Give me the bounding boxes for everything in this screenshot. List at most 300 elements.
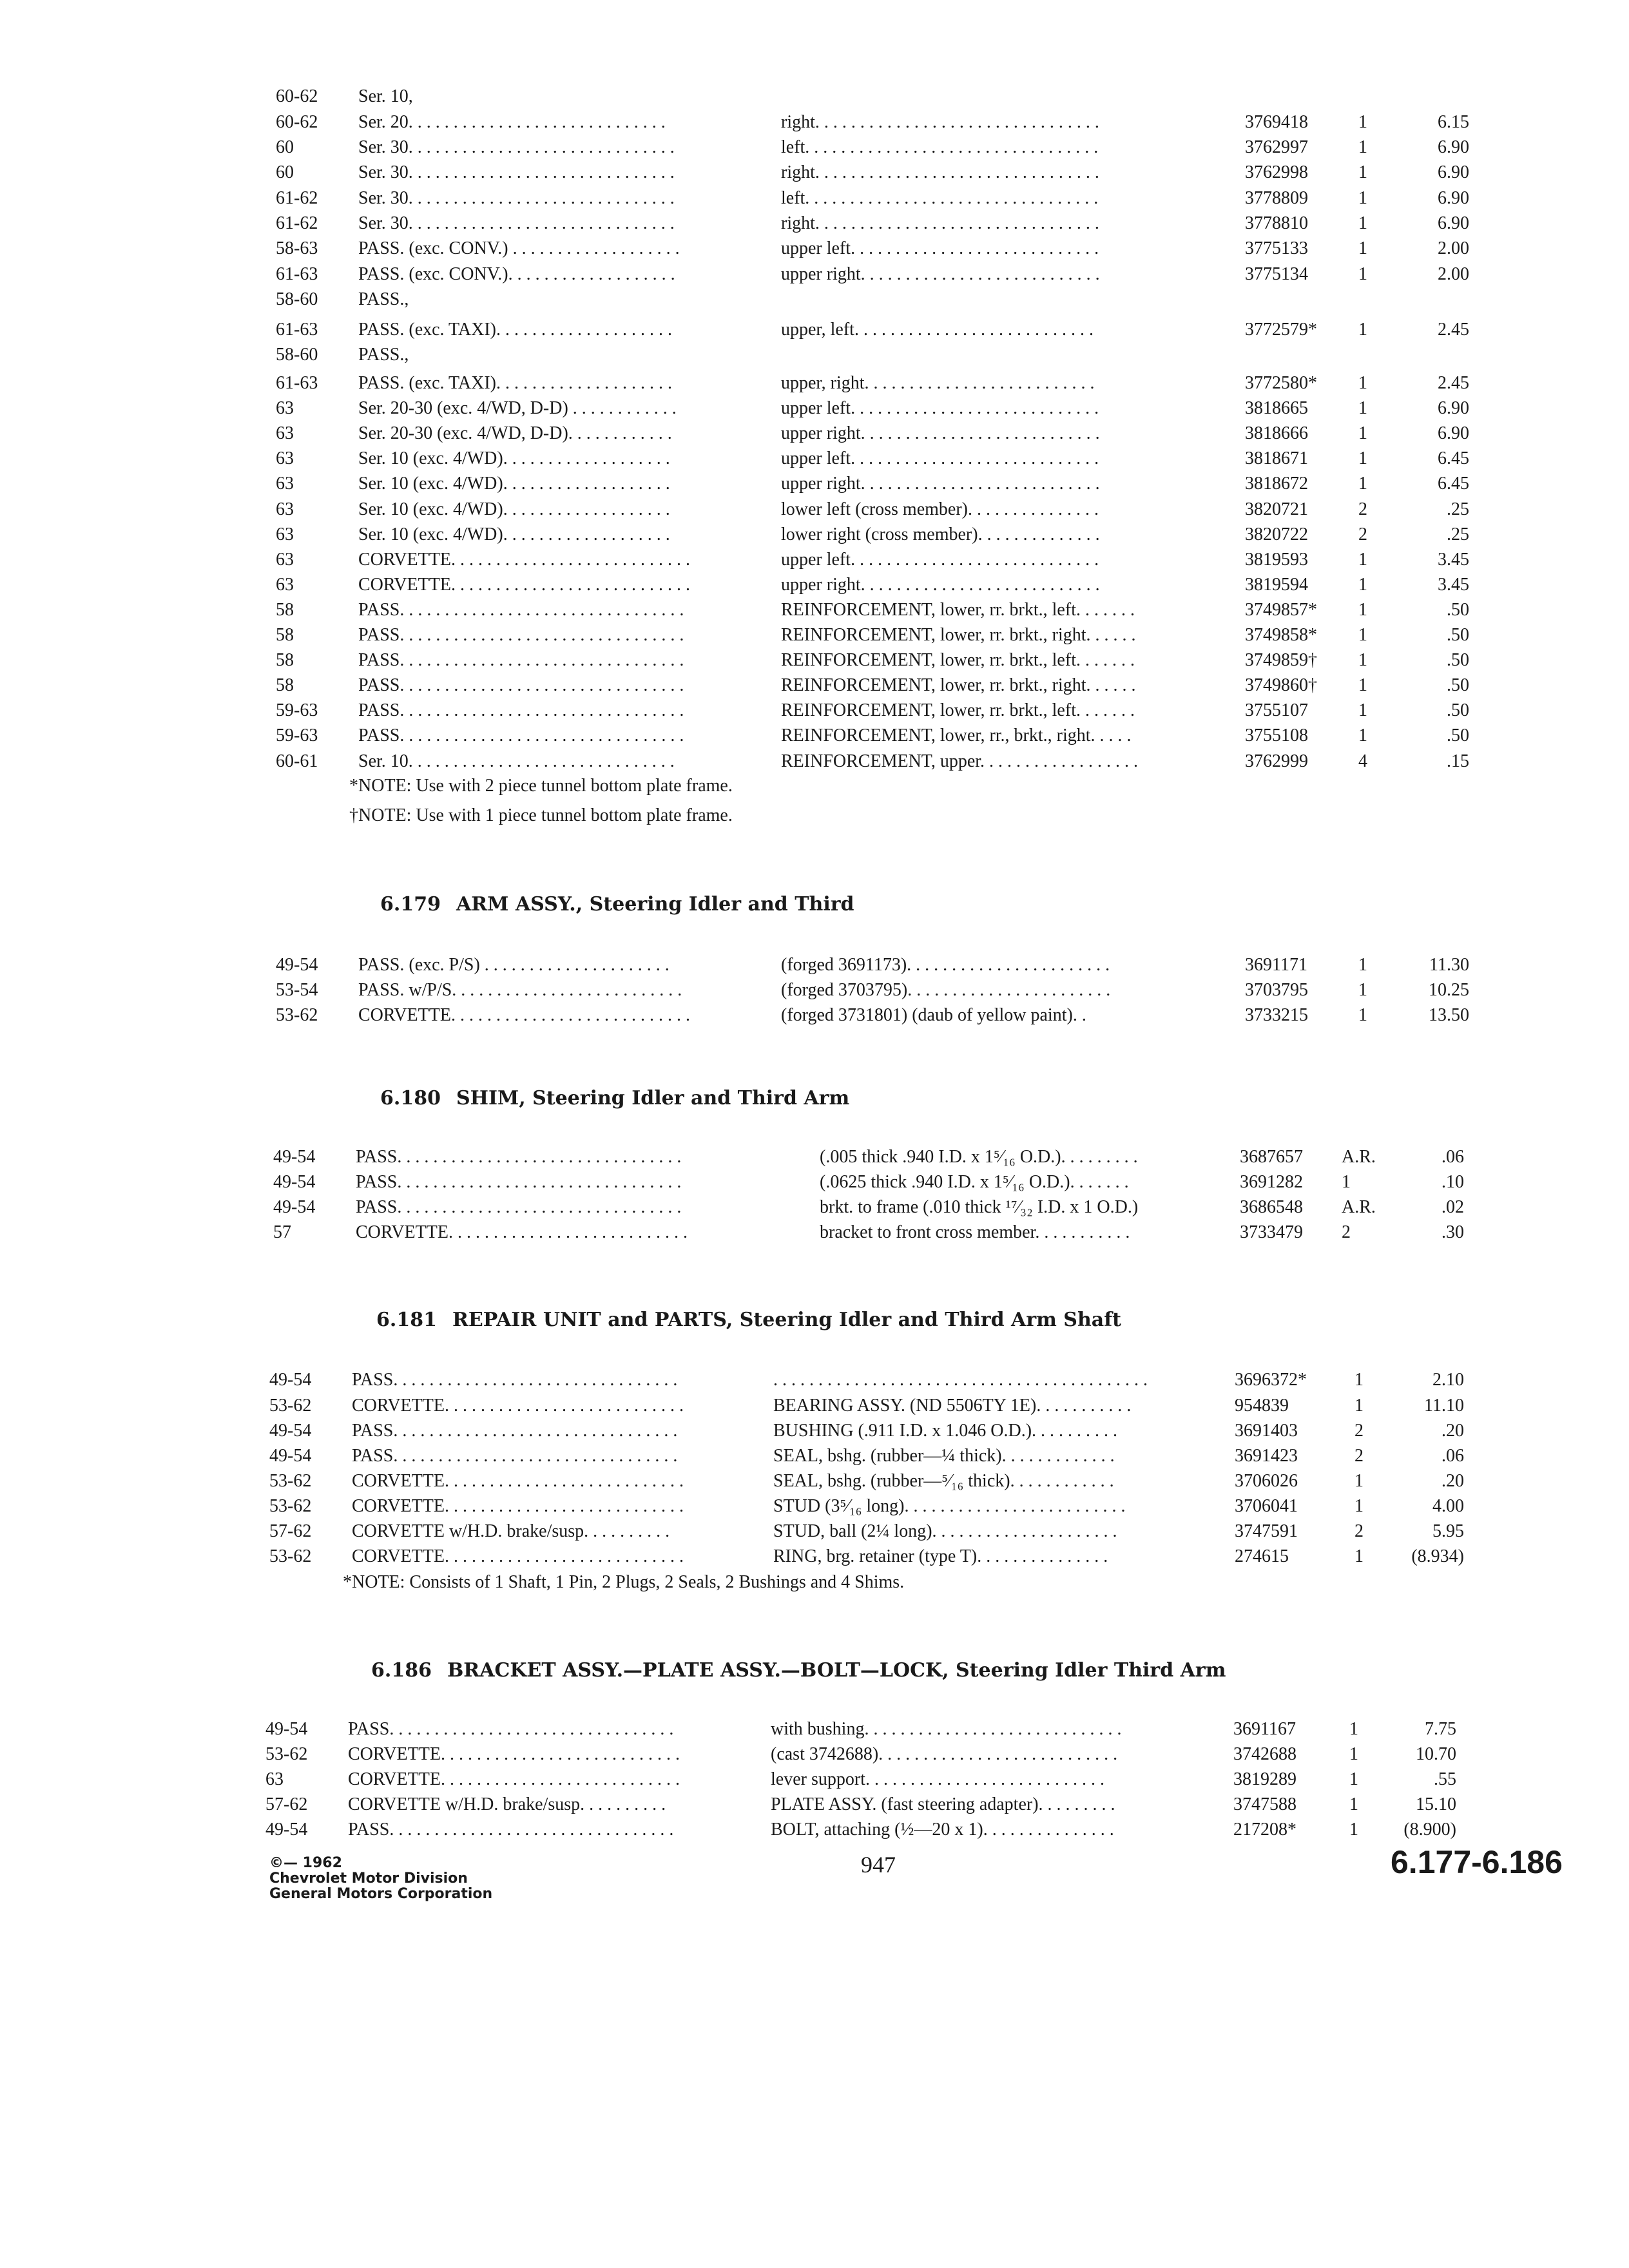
quantity-cell: 1 [1354, 1471, 1364, 1491]
year-cell: 49-54 [273, 1197, 316, 1217]
model-cell: Ser. 10 (exc. 4/WD). . . . . . . . . . . . . . . . . . . [358, 524, 670, 544]
price-cell: 3.45 [1438, 575, 1469, 595]
part-number-cell: 3778810 [1245, 213, 1308, 233]
year-cell: 60-62 [276, 86, 318, 106]
description-cell: upper, right. . . . . . . . . . . . . . . . . . . . . . . . . . [781, 373, 1095, 393]
year-cell: 53-62 [269, 1471, 312, 1491]
table-row [0, 110, 1629, 135]
price-cell: .50 [1447, 700, 1469, 720]
section-number: 6.179 [380, 893, 441, 916]
table-row [0, 977, 1629, 1003]
quantity-cell: 2 [1354, 1521, 1364, 1541]
table-row [0, 547, 1629, 573]
table-row [0, 1767, 1629, 1792]
description-cell: upper left. . . . . . . . . . . . . . . . . . . . . . . . . . . . [781, 550, 1099, 570]
part-number-cell: 3755107 [1245, 700, 1308, 720]
quantity-cell: 1 [1358, 675, 1367, 695]
model-cell: PASS., [358, 345, 409, 365]
price-cell: .25 [1447, 499, 1469, 519]
price-cell: .55 [1434, 1769, 1456, 1789]
part-number-cell: 954839 [1235, 1396, 1289, 1416]
price-cell: 2.00 [1438, 238, 1469, 258]
price-cell: .30 [1441, 1222, 1464, 1242]
table-row [0, 396, 1629, 421]
description-cell: bracket to front cross member. . . . . . . . . . . [820, 1222, 1130, 1242]
table-row [0, 1169, 1629, 1195]
table-row [0, 1393, 1629, 1419]
model-cell: CORVETTE. . . . . . . . . . . . . . . . . . . . . . . . . . . [358, 550, 690, 570]
model-cell: Ser. 30. . . . . . . . . . . . . . . . . . . . . . . . . . . . . . [358, 213, 675, 233]
price-cell: 4.00 [1432, 1496, 1464, 1516]
section-title: REPAIR UNIT and PARTS, Steering Idler and Third Arm Shaft [452, 1309, 1121, 1331]
year-cell: 49-54 [265, 1820, 308, 1840]
part-number-cell: 3755108 [1245, 726, 1308, 745]
description-cell: upper left. . . . . . . . . . . . . . . . . . . . . . . . . . . . [781, 448, 1099, 468]
table-row [0, 648, 1629, 673]
price-cell: .15 [1447, 751, 1469, 771]
table-row [0, 446, 1629, 472]
table-row [0, 1003, 1629, 1028]
table-row [0, 1817, 1629, 1843]
section-title: SHIM, Steering Idler and Third Arm [456, 1087, 850, 1110]
part-number-cell: 217208* [1233, 1820, 1296, 1840]
quantity-cell: 1 [1354, 1370, 1364, 1390]
year-cell: 53-54 [276, 980, 318, 1000]
model-cell: PASS. . . . . . . . . . . . . . . . . . . . . . . . . . . . . . . . [352, 1446, 678, 1466]
price-cell: .50 [1447, 625, 1469, 645]
year-cell: 63 [276, 524, 294, 544]
table-row [0, 135, 1629, 160]
year-cell: 53-62 [269, 1546, 312, 1566]
quantity-cell: 2 [1342, 1222, 1351, 1242]
description-cell: REINFORCEMENT, lower, rr. brkt., right. . . . . . [781, 625, 1136, 645]
model-cell: CORVETTE. . . . . . . . . . . . . . . . . . . . . . . . . . . [352, 1546, 684, 1566]
model-cell: PASS. (exc. CONV.) . . . . . . . . . . . . . . . . . . . [358, 238, 680, 258]
description-cell: brkt. to frame (.010 thick ¹⁷⁄₃₂ I.D. x 1 O.D.) [820, 1197, 1139, 1217]
quantity-cell: 1 [1354, 1546, 1364, 1566]
table-row [0, 1742, 1629, 1767]
part-number-cell: 3818665 [1245, 398, 1308, 418]
model-cell: PASS. . . . . . . . . . . . . . . . . . . . . . . . . . . . . . . . [358, 625, 684, 645]
part-number-cell: 3762998 [1245, 162, 1308, 182]
quantity-cell: 1 [1358, 213, 1367, 233]
table-row [0, 952, 1629, 978]
price-cell: .25 [1447, 524, 1469, 544]
part-number-cell: 3687657 [1240, 1147, 1303, 1167]
year-cell: 61-63 [276, 320, 318, 340]
quantity-cell: 1 [1358, 162, 1367, 182]
quantity-cell: 1 [1358, 650, 1367, 670]
model-cell: PASS., [358, 289, 409, 309]
price-cell: 6.90 [1438, 213, 1469, 233]
year-cell: 63 [276, 550, 294, 570]
year-cell: 57-62 [265, 1794, 308, 1814]
price-cell: .50 [1447, 726, 1469, 745]
year-cell: 60 [276, 162, 294, 182]
description-cell: BOLT, attaching (½—20 x 1). . . . . . . . . . . . . . . [771, 1820, 1114, 1840]
quantity-cell: 2 [1358, 499, 1367, 519]
table-row [0, 1544, 1629, 1570]
year-cell: 49-54 [273, 1147, 316, 1167]
description-cell: lever support. . . . . . . . . . . . . . . . . . . . . . . . . . . [771, 1769, 1104, 1789]
model-cell: CORVETTE. . . . . . . . . . . . . . . . . . . . . . . . . . . [352, 1471, 684, 1491]
table-row [0, 1220, 1629, 1245]
quantity-cell: 1 [1354, 1396, 1364, 1416]
year-cell: 58 [276, 600, 294, 620]
model-cell: Ser. 30. . . . . . . . . . . . . . . . . . . . . . . . . . . . . . [358, 162, 675, 182]
quantity-cell: 1 [1358, 726, 1367, 745]
year-cell: 58 [276, 675, 294, 695]
quantity-cell: 1 [1358, 700, 1367, 720]
part-number-cell: 3691423 [1235, 1446, 1298, 1466]
part-number-cell: 3686548 [1240, 1197, 1303, 1217]
description-cell: STUD (3⁵⁄₁₆ long). . . . . . . . . . . . . . . . . . . . . . . . . [773, 1496, 1126, 1516]
price-cell: 15.10 [1416, 1794, 1456, 1814]
year-cell: 57-62 [269, 1521, 312, 1541]
description-cell: right. . . . . . . . . . . . . . . . . . . . . . . . . . . . . . . . [781, 162, 1099, 182]
copyright-line: Chevrolet Motor Division [269, 1870, 468, 1887]
quantity-cell: 1 [1349, 1820, 1358, 1840]
table-row [0, 236, 1629, 262]
description-cell: (forged 3703795). . . . . . . . . . . . . . . . . . . . . . . [781, 980, 1111, 1000]
table-row [0, 673, 1629, 698]
model-cell: PASS. . . . . . . . . . . . . . . . . . . . . . . . . . . . . . . . [358, 600, 684, 620]
model-cell: PASS. (exc. TAXI). . . . . . . . . . . . . . . . . . . . [358, 320, 672, 340]
table-row [0, 597, 1629, 623]
description-cell: left. . . . . . . . . . . . . . . . . . . . . . . . . . . . . . . . . [781, 137, 1099, 157]
table-row [0, 186, 1629, 211]
year-cell: 49-54 [269, 1446, 312, 1466]
footnote: *NOTE: Use with 2 piece tunnel bottom plate frame. [349, 776, 733, 796]
price-cell: .20 [1441, 1471, 1464, 1491]
year-cell: 53-62 [276, 1005, 318, 1025]
part-number-cell: 3818672 [1245, 474, 1308, 494]
part-number-cell: 3819289 [1233, 1769, 1296, 1789]
year-cell: 63 [276, 398, 294, 418]
description-cell: (.0625 thick .940 I.D. x 1⁵⁄₁₆ O.D.). . . . . . . [820, 1172, 1129, 1192]
price-cell: 6.90 [1438, 137, 1469, 157]
part-number-cell: 3742688 [1233, 1744, 1296, 1764]
year-cell: 63 [265, 1769, 284, 1789]
part-number-cell: 3749857* [1245, 600, 1317, 620]
description-cell: REINFORCEMENT, lower, rr. brkt., left. . . . . . . [781, 700, 1135, 720]
table-row [0, 572, 1629, 598]
description-cell: upper, left. . . . . . . . . . . . . . . . . . . . . . . . . . . [781, 320, 1094, 340]
table-row [0, 1519, 1629, 1544]
part-number-cell: 3691282 [1240, 1172, 1303, 1192]
quantity-cell: 1 [1358, 238, 1367, 258]
part-number-cell: 3772580* [1245, 373, 1317, 393]
table-row [0, 1716, 1629, 1742]
price-cell: 6.90 [1438, 162, 1469, 182]
description-cell: (forged 3731801) (daub of yellow paint). . [781, 1005, 1086, 1025]
quantity-cell: 1 [1358, 474, 1367, 494]
price-cell: .06 [1441, 1147, 1464, 1167]
model-cell: Ser. 10 (exc. 4/WD). . . . . . . . . . . . . . . . . . . [358, 499, 670, 519]
year-cell: 49-54 [276, 955, 318, 975]
section-range: 6.177-6.186 [1391, 1844, 1563, 1880]
quantity-cell: 1 [1349, 1744, 1358, 1764]
description-cell: upper right. . . . . . . . . . . . . . . . . . . . . . . . . . . [781, 264, 1100, 284]
description-cell: REINFORCEMENT, lower, rr. brkt., left. . . . . . . [781, 650, 1135, 670]
part-number-cell: 3747588 [1233, 1794, 1296, 1814]
page-number: 947 [861, 1852, 896, 1878]
description-cell: REINFORCEMENT, lower, rr. brkt., left. . . . . . . [781, 600, 1135, 620]
quantity-cell: A.R. [1342, 1147, 1376, 1167]
part-number-cell: 3691403 [1235, 1421, 1298, 1441]
quantity-cell: 1 [1358, 550, 1367, 570]
model-cell: PASS. (exc. CONV.). . . . . . . . . . . . . . . . . . . [358, 264, 675, 284]
year-cell: 63 [276, 575, 294, 595]
price-cell: 2.45 [1438, 320, 1469, 340]
year-cell: 60-61 [276, 751, 318, 771]
part-number-cell: 3749859† [1245, 650, 1317, 670]
year-cell: 49-54 [269, 1370, 312, 1390]
description-cell: SEAL, bshg. (rubber—¼ thick). . . . . . . . . . . . . [773, 1446, 1115, 1466]
quantity-cell: 1 [1354, 1496, 1364, 1516]
price-cell: 10.25 [1429, 980, 1469, 1000]
quantity-cell: 1 [1358, 264, 1367, 284]
model-cell: Ser. 10 (exc. 4/WD). . . . . . . . . . . . . . . . . . . [358, 474, 670, 494]
description-cell: . . . . . . . . . . . . . . . . . . . . . . . . . . . . . . . . . . . . . . . . . . [773, 1370, 1148, 1390]
price-cell: 7.75 [1425, 1719, 1456, 1739]
model-cell: PASS. . . . . . . . . . . . . . . . . . . . . . . . . . . . . . . . [352, 1370, 678, 1390]
model-cell: PASS. . . . . . . . . . . . . . . . . . . . . . . . . . . . . . . . [358, 675, 684, 695]
year-cell: 63 [276, 448, 294, 468]
description-cell: upper right. . . . . . . . . . . . . . . . . . . . . . . . . . . [781, 575, 1100, 595]
part-number-cell: 3819594 [1245, 575, 1308, 595]
price-cell: 3.45 [1438, 550, 1469, 570]
year-cell: 58 [276, 625, 294, 645]
part-number-cell: 3775134 [1245, 264, 1308, 284]
copyright-block [269, 1856, 492, 1902]
model-cell: PASS. w/P/S. . . . . . . . . . . . . . . . . . . . . . . . . . [358, 980, 682, 1000]
description-cell: upper right. . . . . . . . . . . . . . . . . . . . . . . . . . . [781, 474, 1100, 494]
part-number-cell: 3749858* [1245, 625, 1317, 645]
model-cell: Ser. 10. . . . . . . . . . . . . . . . . . . . . . . . . . . . . . [358, 751, 675, 771]
part-number-cell: 3706026 [1235, 1471, 1298, 1491]
part-number-cell: 3691167 [1233, 1719, 1296, 1739]
copyright-line: General Motors Corporation [269, 1886, 493, 1902]
model-cell: Ser. 10 (exc. 4/WD). . . . . . . . . . . . . . . . . . . [358, 448, 670, 468]
year-cell: 61-62 [276, 213, 318, 233]
price-cell: 2.10 [1432, 1370, 1464, 1390]
part-number-cell: 3762999 [1245, 751, 1308, 771]
model-cell: CORVETTE. . . . . . . . . . . . . . . . . . . . . . . . . . . [352, 1396, 684, 1416]
price-cell: 10.70 [1416, 1744, 1456, 1764]
price-cell: 13.50 [1429, 1005, 1469, 1025]
table-row [0, 1443, 1629, 1469]
part-number-cell: 274615 [1235, 1546, 1289, 1566]
quantity-cell: 2 [1354, 1446, 1364, 1466]
section-number: 6.181 [376, 1309, 437, 1331]
year-cell: 58 [276, 650, 294, 670]
table-row [0, 1418, 1629, 1444]
description-cell: (cast 3742688). . . . . . . . . . . . . . . . . . . . . . . . . . . [771, 1744, 1118, 1764]
part-number-cell: 3778809 [1245, 188, 1308, 208]
description-cell: BEARING ASSY. (ND 5506TY 1E). . . . . . . . . . . [773, 1396, 1132, 1416]
year-cell: 49-54 [269, 1421, 312, 1441]
price-cell: .06 [1441, 1446, 1464, 1466]
year-cell: 60-62 [276, 112, 318, 132]
year-cell: 63 [276, 474, 294, 494]
part-number-cell: 3749860† [1245, 675, 1317, 695]
part-number-cell: 3747591 [1235, 1521, 1298, 1541]
quantity-cell: 1 [1342, 1172, 1351, 1192]
quantity-cell: 1 [1358, 625, 1367, 645]
model-cell: PASS. (exc. P/S) . . . . . . . . . . . . . . . . . . . . . [358, 955, 670, 975]
part-number-cell: 3818666 [1245, 423, 1308, 443]
description-cell: SEAL, bshg. (rubber—⁵⁄₁₆ thick). . . . . . . . . . . . [773, 1471, 1114, 1491]
table-row [0, 317, 1629, 343]
price-cell: .50 [1447, 600, 1469, 620]
model-cell: Ser. 20. . . . . . . . . . . . . . . . . . . . . . . . . . . . . [358, 112, 666, 132]
model-cell: PASS. . . . . . . . . . . . . . . . . . . . . . . . . . . . . . . . [356, 1172, 682, 1192]
price-cell: 6.90 [1438, 188, 1469, 208]
price-cell: 6.15 [1438, 112, 1469, 132]
year-cell: 61-62 [276, 188, 318, 208]
model-cell: PASS. . . . . . . . . . . . . . . . . . . . . . . . . . . . . . . . [356, 1197, 682, 1217]
quantity-cell: A.R. [1342, 1197, 1376, 1217]
section-heading [376, 1306, 1121, 1334]
quantity-cell: 1 [1358, 448, 1367, 468]
description-cell: lower left (cross member). . . . . . . . . . . . . . . [781, 499, 1099, 519]
price-cell: (8.900) [1403, 1820, 1456, 1840]
table-row [0, 1195, 1629, 1220]
model-cell: PASS. . . . . . . . . . . . . . . . . . . . . . . . . . . . . . . . [348, 1719, 674, 1739]
copyright-line: ©— 1962 [269, 1855, 342, 1871]
description-cell: STUD, ball (2¼ long). . . . . . . . . . . . . . . . . . . . . [773, 1521, 1117, 1541]
quantity-cell: 1 [1358, 373, 1367, 393]
table-row [0, 522, 1629, 548]
price-cell: 6.45 [1438, 448, 1469, 468]
price-cell: 6.90 [1438, 398, 1469, 418]
part-number-cell: 3818671 [1245, 448, 1308, 468]
quantity-cell: 1 [1349, 1719, 1358, 1739]
description-cell: REINFORCEMENT, lower, rr. brkt., right. . . . . . [781, 675, 1136, 695]
model-cell: PASS. . . . . . . . . . . . . . . . . . . . . . . . . . . . . . . . [356, 1147, 682, 1167]
table-row [0, 471, 1629, 497]
price-cell: 11.10 [1424, 1396, 1464, 1416]
table-row [0, 1144, 1629, 1170]
section-title: BRACKET ASSY.—PLATE ASSY.—BOLT—LOCK, Steering Idler Third Arm [447, 1659, 1226, 1682]
quantity-cell: 1 [1358, 320, 1367, 340]
model-cell: PASS. . . . . . . . . . . . . . . . . . . . . . . . . . . . . . . . [358, 726, 684, 745]
description-cell: upper left. . . . . . . . . . . . . . . . . . . . . . . . . . . . [781, 398, 1099, 418]
table-row [0, 421, 1629, 447]
model-cell: PASS. (exc. TAXI). . . . . . . . . . . . . . . . . . . . [358, 373, 672, 393]
table-row [0, 160, 1629, 186]
section-heading [380, 1084, 849, 1113]
description-cell: with bushing. . . . . . . . . . . . . . . . . . . . . . . . . . . . . [771, 1719, 1122, 1739]
quantity-cell: 1 [1358, 980, 1367, 1000]
year-cell: 59-63 [276, 726, 318, 745]
year-cell: 58-60 [276, 289, 318, 309]
table-row [0, 287, 1629, 312]
table-row [0, 1367, 1629, 1393]
model-cell: Ser. 30. . . . . . . . . . . . . . . . . . . . . . . . . . . . . . [358, 188, 675, 208]
description-cell: (.005 thick .940 I.D. x 1⁵⁄₁₆ O.D.). . . . . . . . . [820, 1147, 1138, 1167]
model-cell: CORVETTE. . . . . . . . . . . . . . . . . . . . . . . . . . . [348, 1744, 680, 1764]
description-cell: RING, brg. retainer (type T). . . . . . . . . . . . . . . [773, 1546, 1108, 1566]
year-cell: 49-54 [265, 1719, 308, 1739]
table-row [0, 84, 1629, 110]
section-heading [371, 1657, 1226, 1685]
description-cell: PLATE ASSY. (fast steering adapter). . . . . . . . . [771, 1794, 1115, 1814]
quantity-cell: 1 [1358, 955, 1367, 975]
description-cell: (forged 3691173). . . . . . . . . . . . . . . . . . . . . . . [781, 955, 1110, 975]
table-row [0, 1792, 1629, 1818]
table-row [0, 1468, 1629, 1494]
footnote: †NOTE: Use with 1 piece tunnel bottom plate frame. [349, 805, 733, 825]
table-row [0, 262, 1629, 287]
description-cell: upper right. . . . . . . . . . . . . . . . . . . . . . . . . . . [781, 423, 1100, 443]
part-number-cell: 3733215 [1245, 1005, 1308, 1025]
table-row [0, 749, 1629, 774]
part-number-cell: 3775133 [1245, 238, 1308, 258]
price-cell: 6.90 [1438, 423, 1469, 443]
section-title: ARM ASSY., Steering Idler and Third [456, 893, 854, 916]
footnote: *NOTE: Consists of 1 Shaft, 1 Pin, 2 Plugs, 2 Seals, 2 Bushings and 4 Shims. [343, 1572, 905, 1592]
table-row [0, 723, 1629, 749]
description-cell: REINFORCEMENT, lower, rr., brkt., right. . . . . [781, 726, 1132, 745]
model-cell: Ser. 10, [358, 86, 413, 106]
part-number-cell: 3696372* [1235, 1370, 1307, 1390]
section-heading [380, 890, 854, 919]
table-row [0, 698, 1629, 724]
price-cell: 2.00 [1438, 264, 1469, 284]
year-cell: 53-62 [269, 1496, 312, 1516]
section-number: 6.186 [371, 1659, 432, 1682]
quantity-cell: 4 [1358, 751, 1367, 771]
price-cell: 6.45 [1438, 474, 1469, 494]
section-number: 6.180 [380, 1087, 441, 1110]
part-number-cell: 3820722 [1245, 524, 1308, 544]
model-cell: CORVETTE. . . . . . . . . . . . . . . . . . . . . . . . . . . [348, 1769, 680, 1789]
model-cell: CORVETTE. . . . . . . . . . . . . . . . . . . . . . . . . . . [356, 1222, 688, 1242]
part-number-cell: 3819593 [1245, 550, 1308, 570]
quantity-cell: 1 [1358, 575, 1367, 595]
quantity-cell: 1 [1358, 398, 1367, 418]
model-cell: Ser. 20-30 (exc. 4/WD, D-D) . . . . . . . . . . . . [358, 398, 677, 418]
price-cell: 5.95 [1432, 1521, 1464, 1541]
model-cell: Ser. 20-30 (exc. 4/WD, D-D). . . . . . . . . . . . [358, 423, 672, 443]
model-cell: CORVETTE. . . . . . . . . . . . . . . . . . . . . . . . . . . [358, 575, 690, 595]
year-cell: 63 [276, 499, 294, 519]
table-row [0, 342, 1629, 368]
part-number-cell: 3691171 [1245, 955, 1307, 975]
table-row [0, 1494, 1629, 1519]
year-cell: 58-60 [276, 345, 318, 365]
description-cell: REINFORCEMENT, upper. . . . . . . . . . . . . . . . . . [781, 751, 1139, 771]
part-number-cell: 3703795 [1245, 980, 1308, 1000]
description-cell: lower right (cross member). . . . . . . . . . . . . . [781, 524, 1100, 544]
year-cell: 60 [276, 137, 294, 157]
model-cell: CORVETTE. . . . . . . . . . . . . . . . . . . . . . . . . . . [358, 1005, 690, 1025]
model-cell: CORVETTE. . . . . . . . . . . . . . . . . . . . . . . . . . . [352, 1496, 684, 1516]
table-row [0, 370, 1629, 396]
price-cell: 2.45 [1438, 373, 1469, 393]
description-cell: right. . . . . . . . . . . . . . . . . . . . . . . . . . . . . . . . [781, 112, 1099, 132]
price-cell: (8.934) [1411, 1546, 1464, 1566]
quantity-cell: 1 [1358, 1005, 1367, 1025]
table-row [0, 497, 1629, 523]
model-cell: CORVETTE w/H.D. brake/susp. . . . . . . . . . [348, 1794, 666, 1814]
model-cell: PASS. . . . . . . . . . . . . . . . . . . . . . . . . . . . . . . . [348, 1820, 674, 1840]
quantity-cell: 1 [1358, 423, 1367, 443]
part-number-cell: 3772579* [1245, 320, 1317, 340]
price-cell: 11.30 [1429, 955, 1469, 975]
